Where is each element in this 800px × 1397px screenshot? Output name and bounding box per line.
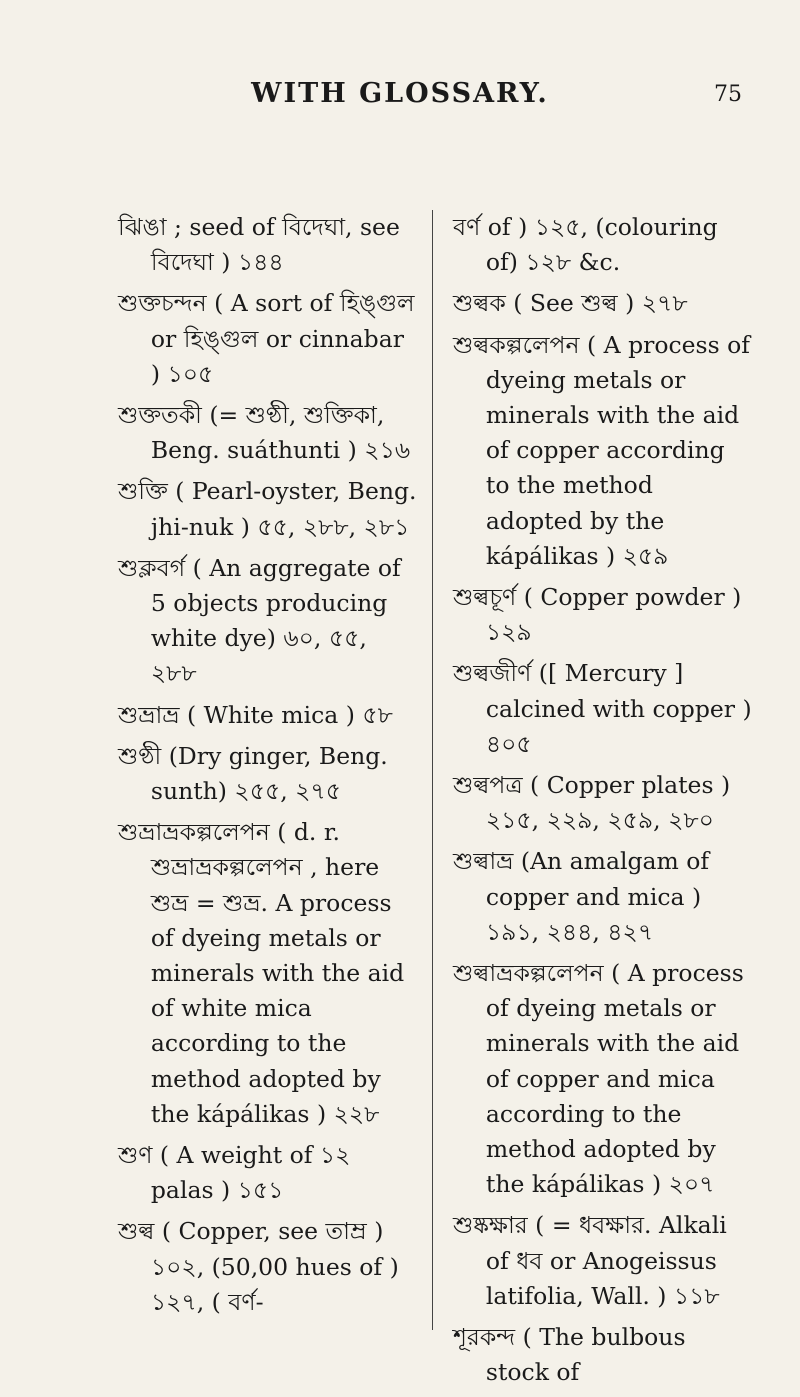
glossary-entry: শুল্বপত্র ( Copper plates ) ২১৫, ২২৯, ২৫৯, ২৮০: [453, 771, 731, 835]
glossary-entry: শুভ্রাভ্রকল্পলেপন ( d. r. শুভ্রাভ্রকল্পলেপন , here শুভ্র = শুভ্র. A process of dyeing metals or minerals with the aid of white mica according to the method adopted by the kápálikas ) ২২৮: [118, 818, 405, 1128]
glossary-right-column: [453, 210, 753, 1397]
glossary-entry: শুক্তি ( Pearl-oyster, Beng. jhi-nuk ) ৫৫, ২৮৮, ২৮১: [118, 477, 417, 541]
glossary-entry: শুভ্রাভ্র ( White mica ) ৫৮: [118, 700, 393, 729]
glossary-entry: শুল্বক ( See শুল্ব ) ২৭৮: [453, 289, 688, 318]
glossary-entry: শুল্বজীর্ণ ([ Mercury ] calcined with copper ) ৪০৫: [453, 659, 752, 758]
glossary-entry: শুণ্ঠী (Dry ginger, Beng. sunth) ২৫৫, ২৭৫: [118, 741, 388, 806]
running-head: [0, 78, 800, 138]
glossary-entry: শুক্তচন্দন ( A sort of হিঙ্গুল or হিঙ্গুল or cinnabar ) ১০৫: [118, 289, 415, 388]
page-number: 75: [714, 82, 742, 107]
running-title: WITH GLOSSARY.: [251, 78, 549, 109]
glossary-entry: বর্ণ of ) ১২৫, (colouring of) ১২৮ &c.: [453, 213, 718, 277]
glossary-entry: শুল্বাভ্রকল্পলেপন ( A process of dyeing metals or minerals with the aid of copper and mica according to the method adopted by the kápálikas ) ২০৭: [453, 959, 744, 1199]
column-divider: [432, 210, 433, 1330]
glossary-entry: শুল্বকল্পলেপন ( A process of dyeing metals or minerals with the aid of copper according to the method adopted by the kápálikas ) ২৫৯: [453, 330, 750, 570]
glossary-left-column: [118, 210, 418, 1326]
glossary-entry: শুষ্কক্ষার ( = ধবক্ষার. Alkali of ধব or Anogeissus latifolia, Wall. ) ১১৮: [453, 1211, 727, 1310]
glossary-entry: শূরকন্দ ( The bulbous stock of: [453, 1323, 686, 1387]
glossary-entry: শুল্ব ( Copper, see তাম্র ) ১০২, (50,00 hues of ) ১২৭, ( বর্ণ-: [118, 1217, 399, 1316]
glossary-entry: শুল্বচূর্ণ ( Copper powder ) ১২৯: [453, 583, 742, 647]
glossary-entry: শুক্ততকী (= শুণ্ঠী, শুক্তিকা, Beng. suáthunti ) ২১৬: [118, 401, 411, 465]
glossary-entry: শুক্লবর্গ ( An aggregate of 5 objects producing white dye) ৬০, ৫৫, ২৮৮: [118, 553, 401, 688]
glossary-entry: শুল্বাভ্র (An amalgam of copper and mica ) ১৯১, ২৪৪, ৪২৭: [453, 847, 710, 946]
glossary-entry: শুণ ( A weight of ১২ palas ) ১৫১: [118, 1141, 351, 1205]
glossary-entry: ঝিঙা ; seed of বিদেঘা, see বিদেঘা ) ১৪৪: [118, 213, 400, 277]
